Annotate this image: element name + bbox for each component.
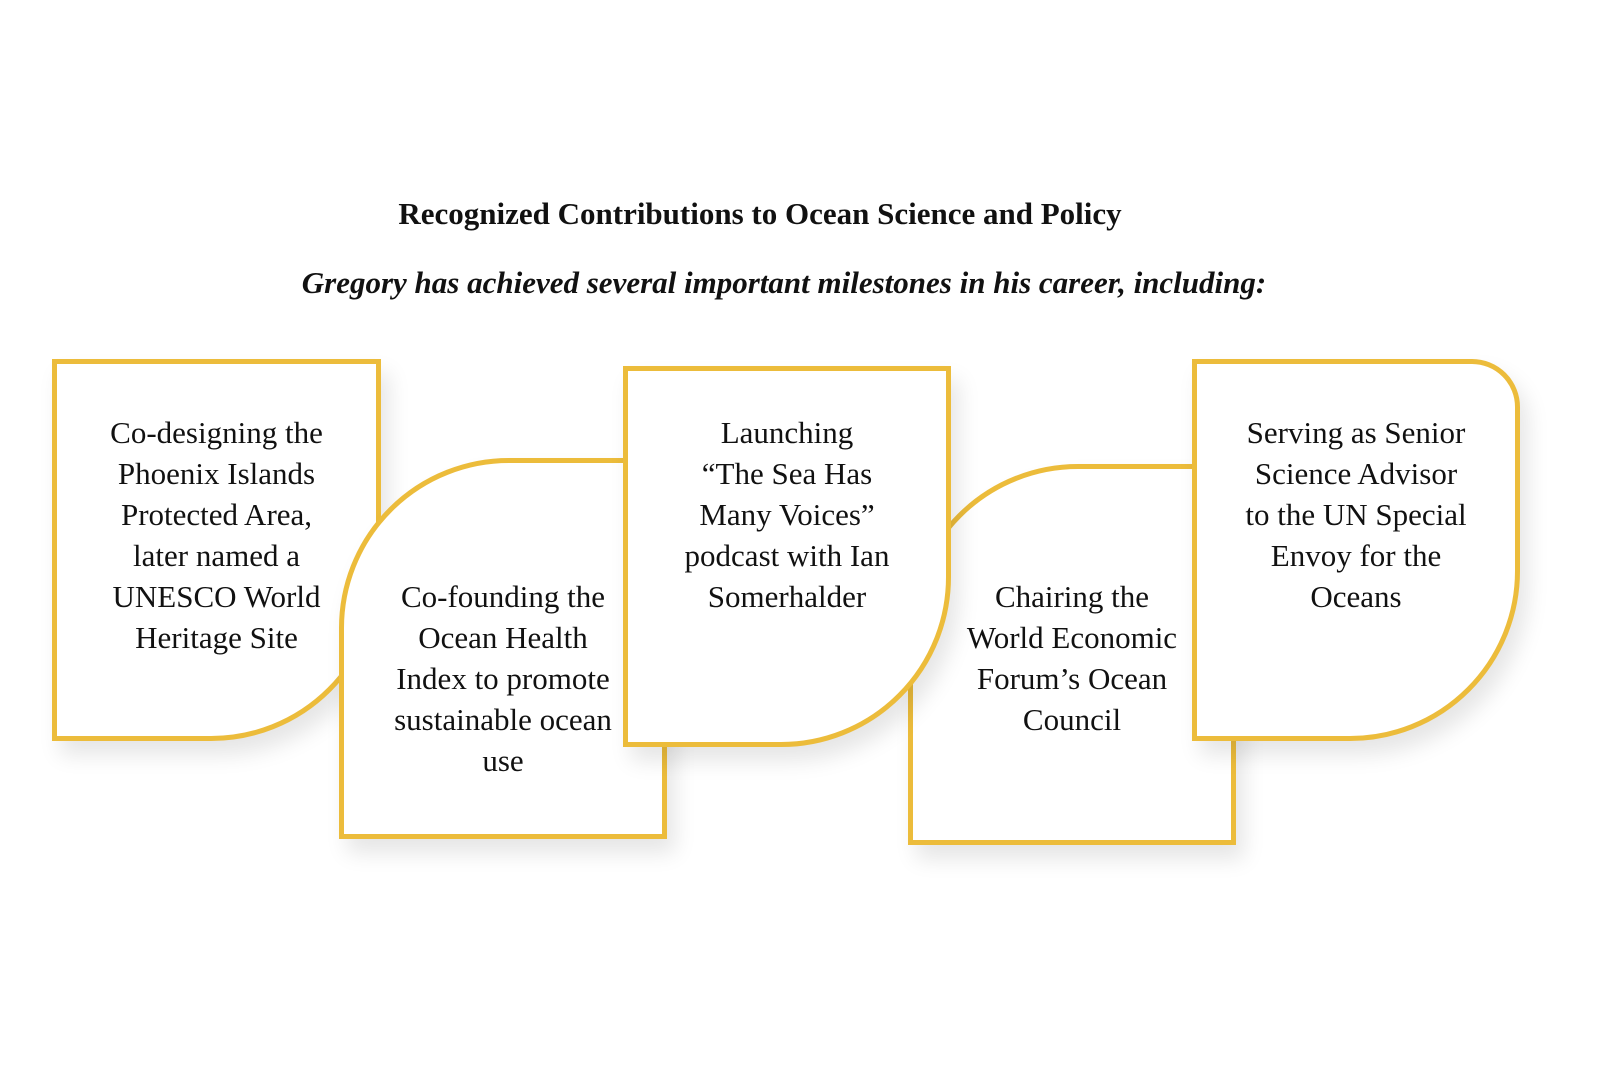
milestone-card-podcast xyxy=(623,366,951,747)
milestone-text: Co-founding the Ocean Health Index to promote sustainable ocean use xyxy=(394,579,612,778)
page-title: Recognized Contributions to Ocean Science and Policy xyxy=(398,196,1122,231)
milestone-text: Serving as Senior Science Advisor to the UN Special Envoy for the Oceans xyxy=(1245,415,1467,614)
page-subtitle: Gregory has achieved several important milestones in his career, including: xyxy=(301,265,1267,300)
milestone-text: Co-designing the Phoenix Islands Protected Area, later named a UNESCO World Heritage Site xyxy=(110,415,323,655)
milestone-card-wef-ocean-council xyxy=(908,464,1236,845)
milestone-card-ocean-health-index xyxy=(339,458,667,839)
milestone-text: Chairing the World Economic Forum’s Ocean Council xyxy=(966,579,1178,737)
milestone-card-un-advisor xyxy=(1192,359,1520,741)
milestone-card-phoenix-islands xyxy=(52,359,381,741)
milestone-text: Launching “The Sea Has Many Voices” podcast with Ian Somerhalder xyxy=(684,415,890,614)
